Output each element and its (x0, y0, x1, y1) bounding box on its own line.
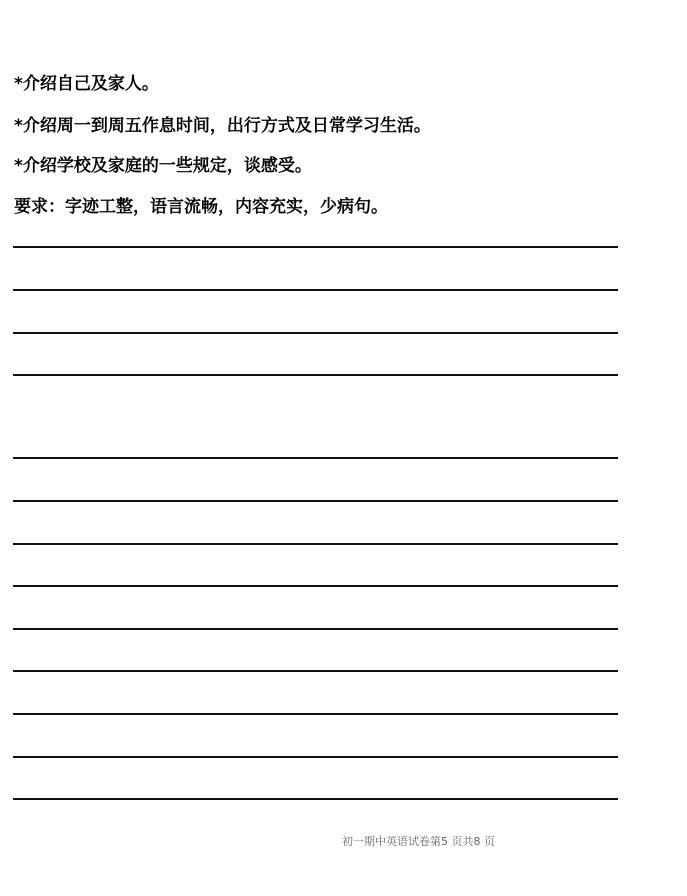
writing-line[interactable] (13, 756, 618, 758)
writing-line[interactable] (13, 670, 618, 672)
writing-line[interactable] (13, 332, 618, 334)
writing-line[interactable] (13, 798, 618, 800)
writing-line[interactable] (13, 713, 618, 715)
writing-line[interactable] (13, 585, 618, 587)
writing-line[interactable] (13, 500, 618, 502)
writing-line[interactable] (13, 246, 618, 248)
instruction-rules: *介绍学校及家庭的一些规定，谈感受。 (14, 156, 312, 176)
writing-line[interactable] (13, 628, 618, 630)
instruction-family: *介绍自己及家人。 (14, 74, 159, 94)
page-footer: 初一期中英语试卷第5 页共8 页 (342, 835, 495, 848)
writing-line[interactable] (13, 457, 618, 459)
writing-requirement: 要求：字迹工整，语言流畅，内容充实，少病句。 (14, 197, 388, 217)
instruction-weekday-routine: *介绍周一到周五作息时间，出行方式及日常学习生活。 (14, 116, 431, 136)
writing-line[interactable] (13, 543, 618, 545)
writing-line[interactable] (13, 374, 618, 376)
writing-line[interactable] (13, 289, 618, 291)
